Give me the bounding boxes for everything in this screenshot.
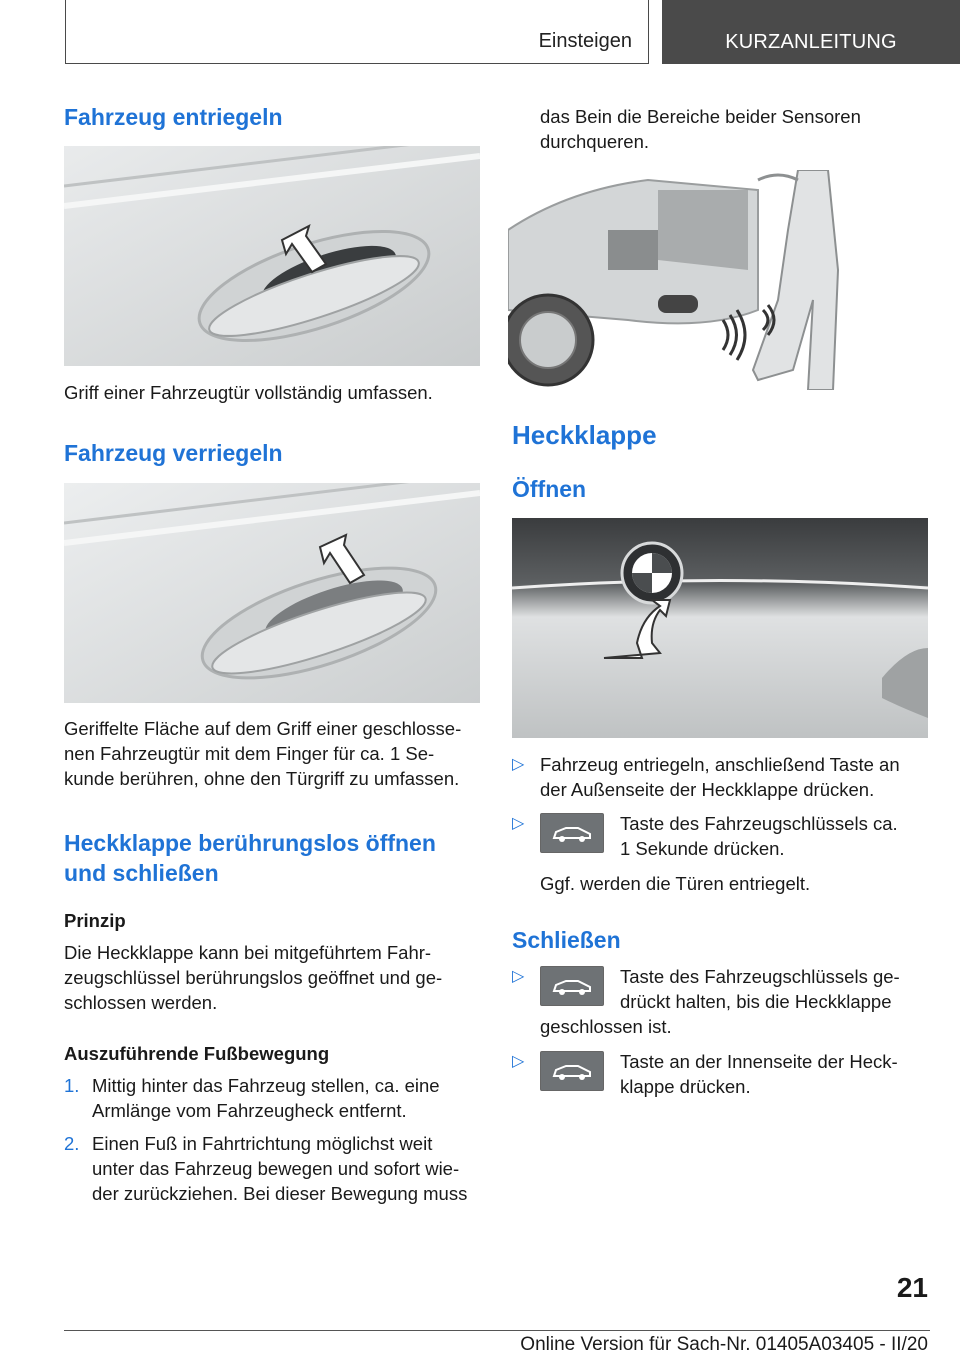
list-line: Taste des Fahrzeugschlüssels ge- <box>620 966 900 987</box>
step-line: unter das Fahrzeug bewegen und sofort wie- <box>92 1158 460 1179</box>
list-line: der Außenseite der Heckklappe drücken. <box>540 779 875 800</box>
open-note: Ggf. werden die Türen entriegelt. <box>540 873 811 894</box>
principle-line: schlossen werden. <box>64 992 218 1013</box>
list-line: Taste an der Innenseite der Heck- <box>620 1051 898 1072</box>
tailgate-interior-button-icon <box>540 1051 604 1091</box>
list-line: 1 Sekunde drücken. <box>620 838 785 859</box>
caption-lock-line: kunde berühren, ohne den Türgriff zu umfassen. <box>64 768 460 789</box>
footer-version-text: Online Version für Sach-Nr. 01405A03405 - II/20 <box>520 1334 928 1355</box>
list-item <box>512 752 930 802</box>
steps-list <box>64 1073 484 1206</box>
step-line: Einen Fuß in Fahrtrichtung möglichst weit <box>92 1133 433 1154</box>
step-number: 2. <box>64 1133 80 1154</box>
door-handle-unlock-image <box>64 146 480 366</box>
heading-touchless <box>64 828 484 888</box>
footer-divider <box>64 1330 930 1331</box>
heading-close: Schließen <box>512 927 621 953</box>
list-marker: ▷ <box>512 968 525 985</box>
caption-unlock: Griff einer Fahrzeugtür vollständig umfassen. <box>64 382 433 403</box>
continued-text <box>540 104 930 154</box>
caption-lock-line: nen Fahrzeugtür mit dem Finger für ca. 1 Se- <box>64 743 435 764</box>
page-number: 21 <box>896 1272 928 1303</box>
kick-sensor-image <box>508 170 846 390</box>
header-section-title: Einsteigen <box>538 30 632 52</box>
list-item <box>64 1131 484 1206</box>
heading-lock: Fahrzeug verriegeln <box>64 440 283 466</box>
continued-line: das Bein die Bereiche beider Sensoren <box>540 106 861 127</box>
step-line: der zurückziehen. Bei dieser Bewegung muss <box>92 1183 468 1204</box>
step-number: 1. <box>64 1075 80 1096</box>
heading-touchless-line: und schließen <box>64 860 219 886</box>
principle-text <box>64 940 484 1015</box>
open-list <box>512 752 930 896</box>
principle-line: zeugschlüssel berührungslos geöffnet und ge- <box>64 967 443 988</box>
heading-tailgate: Heckklappe <box>512 420 657 450</box>
list-item <box>512 964 930 1014</box>
list-marker: ▷ <box>512 1053 525 1070</box>
list-item <box>64 1073 484 1123</box>
subheading-movement: Auszuführende Fußbewegung <box>64 1043 330 1064</box>
continued-line: durchqueren. <box>540 131 650 152</box>
tailgate-key-icon <box>540 966 604 1006</box>
list-marker: ▷ <box>512 815 525 832</box>
caption-lock <box>64 716 484 791</box>
list-line: klappe drücken. <box>620 1076 751 1097</box>
list-item <box>512 1049 930 1099</box>
list-item <box>512 811 930 861</box>
heading-open: Öffnen <box>512 476 587 502</box>
tailgate-key-icon <box>540 813 604 853</box>
door-handle-lock-image <box>64 483 480 703</box>
heading-touchless-line: Heckklappe berührungslos öffnen <box>64 830 436 856</box>
list-marker: ▷ <box>512 756 525 773</box>
tailgate-button-image <box>512 518 928 738</box>
step-line: Armlänge vom Fahrzeugheck entfernt. <box>92 1100 407 1121</box>
list-line: Taste des Fahrzeugschlüssels ca. <box>620 813 898 834</box>
list-line-tail: geschlossen ist. <box>540 1016 672 1037</box>
close-list <box>512 964 930 1099</box>
caption-lock-line: Geriffelte Fläche auf dem Griff einer geschlosse- <box>64 718 462 739</box>
subheading-principle: Prinzip <box>64 910 126 931</box>
list-line: drückt halten, bis die Heckklappe <box>620 991 892 1012</box>
step-line: Mittig hinter das Fahrzeug stellen, ca. eine <box>92 1075 440 1096</box>
principle-line: Die Heckklappe kann bei mitgeführtem Fahr- <box>64 942 432 963</box>
header-chapter-title: KURZANLEITUNG <box>662 0 960 64</box>
heading-unlock: Fahrzeug entriegeln <box>64 104 283 130</box>
list-line: Fahrzeug entriegeln, anschließend Taste an <box>540 754 900 775</box>
